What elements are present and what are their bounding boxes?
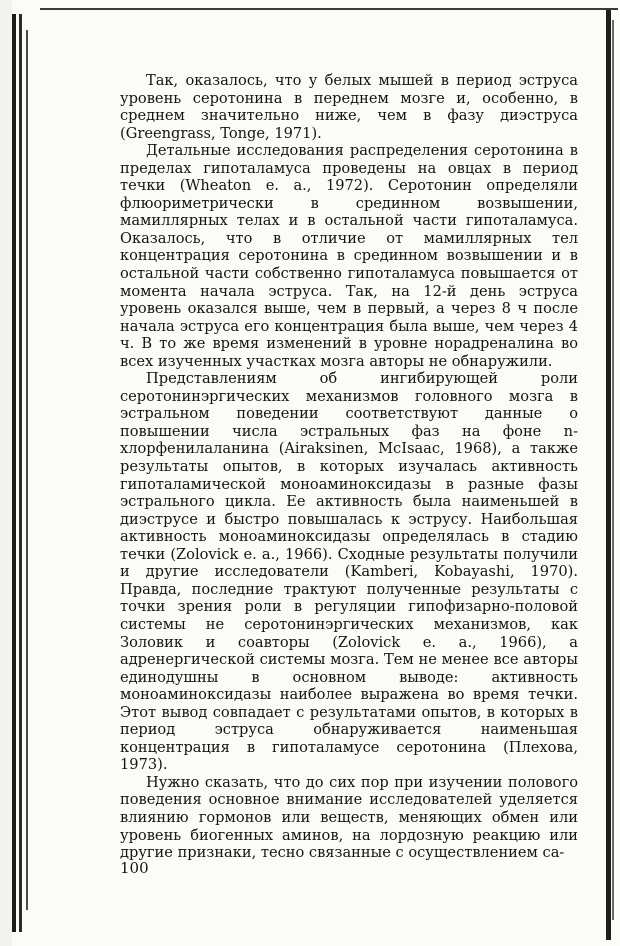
right-scan-edge [606,10,611,940]
left-scan-edge-faint [26,30,28,910]
body-text [120,72,578,862]
top-scan-edge [40,8,618,10]
page-number: 100 [120,859,149,877]
paragraph-3: Представлениям об ингибирующей роли серотонинэргических механизмов головного мозга в эстральном поведении соответствуют данные о повышении числа эстральных фаз на фоне n-хлорфенилаланина (Airaksinen, McIsaac, 1968), а также результаты опытов, в которых изучалась активность гипоталамической моноаминоксидазы в разные фазы эстрального цикла. Ее активность была наименьшей в диэструсе и быстро повышалась к эструсу. Наибольшая активность моноаминоксидазы определялась в стадию течки (Zolovick e. a., 1966). Сходные результаты получили и другие исследователи (Kamberi, Kobayashi, 1970). Правда, последние трактуют полученные результаты с точки зрения роли в регуляции гипофизарно-половой системы не серотонинэргических механизмов, как Золовик и соавторы (Zolovick e. a., 1966), а адренергической системы мозга. Тем не менее все авторы единодушны в основном выводе: активность моноаминоксидазы наиболее выражена во время течки. Этот вывод совпадает с результатами опытов, в которых в период эструса обнаруживается наименьшая концентрация в гипоталамусе серотонина (Плехова, 1973). [120,370,578,774]
paragraph-4: Нужно сказать, что до сих пор при изучении полового поведения основное внимание исследователей уделяется влиянию гормонов или веществ, меняющих обмен или уровень биогенных аминов, на лордозную реакцию или другие признаки, тесно связанные с осуществлением са- [120,773,578,862]
right-scan-edge-faint [612,20,614,920]
paragraph-1: Так, оказалось, что у белых мышей в период эструса уровень серотонина в переднем мозге и, особенно, в среднем значительно ниже, чем в фазу диэструса (Greengrass, Tonge, 1971). [120,72,578,142]
paragraph-2: Детальные исследования распределения серотонина в пределах гипоталамуса проведены на овцах в период течки (Wheaton e. a., 1972). Серотонин определяли флюориметрически в срединном возвышении, мамиллярных телах и в остальной части гипоталамуса. Оказалось, что в отличие от мамиллярных тел концентрация серотонина в срединном возвышении и в остальной части собственно гипоталамуса повышается от момента начала эструса. Так, на 12-й день эструса уровень оказался выше, чем в первый, а через 8 ч после начала эструса его концентрация была выше, чем через 4 ч. В то же время изменений в уровне норадреналина во всех изученных участках мозга авторы не обнаружили. [120,142,578,370]
left-scan-edge-inner [19,14,22,932]
left-scan-edge [12,14,16,932]
binding-shadow [0,0,12,946]
